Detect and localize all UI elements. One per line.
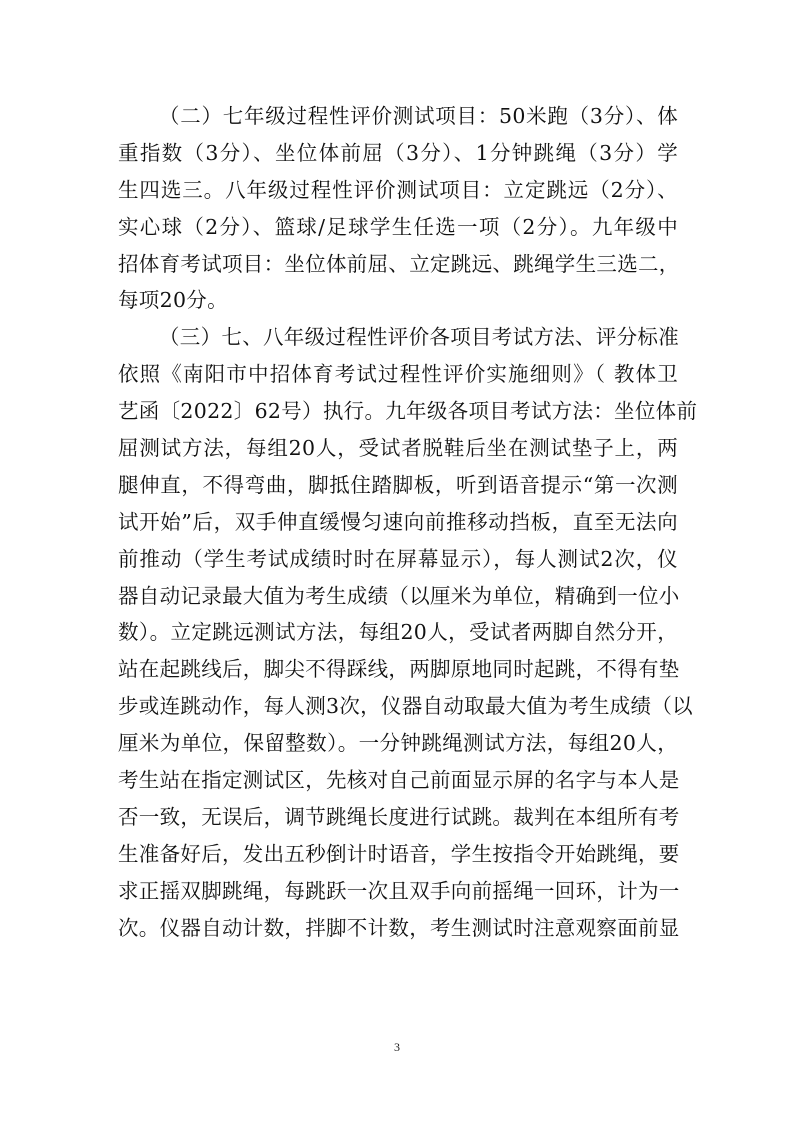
text-line: 数）。立定跳远测试方法，每组20人，受试者两脚自然分开，: [118, 620, 678, 645]
text-line: 生准备好后，发出五秒倒计时语音，学生按指令开始跳绳，要: [118, 841, 680, 866]
text-line: 生四选三。八年级过程性评价测试项目：立定跳远（2分）、: [118, 177, 678, 202]
text-line: 试开始”后，双手伸直缓慢匀速向前推移动挡板，直至无法向: [118, 509, 678, 534]
text-line: 器自动记录最大值为考生成绩（以厘米为单位，精确到一位小: [118, 583, 680, 608]
text-line: 实心球（2分）、篮球/足球学生任选一项（2分）。九年级中: [118, 214, 678, 239]
text-line: 艺函〔2022〕62号）执行。九年级各项目考试方法：坐位体前: [118, 399, 698, 424]
text-line: 求正摇双脚跳绳，每跳跃一次且双手向前摇绳一回环，计为一: [118, 878, 680, 903]
text-line: 次。仪器自动计数，拌脚不计数，考生测试时注意观察面前显: [118, 915, 680, 940]
page-number: 3: [394, 1040, 400, 1054]
paragraph-grade-items: [118, 98, 678, 319]
text-line: 前推动（学生考试成绩时时在屏幕显示），每人测试2次，仪: [118, 546, 678, 571]
document-body: [118, 98, 698, 946]
text-line: 考生站在指定测试区，先核对自己前面显示屏的名字与本人是: [118, 768, 680, 793]
text-line: 依照《南阳市中招体育考试过程性评价实施细则》（ 教体卫: [118, 362, 678, 387]
text-line: 腿伸直，不得弯曲，脚抵住踏脚板，听到语音提示“第一次测: [118, 472, 678, 497]
paragraph-test-methods: [118, 319, 698, 946]
text-line: （二）七年级过程性评价测试项目：50米跑（3分）、体: [159, 104, 678, 128]
text-line: 每项20分。: [118, 288, 228, 313]
text-line: 重指数（3分）、坐位体前屈（3分）、1分钟跳绳（3分）学: [118, 140, 678, 165]
text-line: 站在起跳线后，脚尖不得踩线，两脚原地同时起跳，不得有垫: [118, 657, 680, 682]
text-line: 否一致，无误后，调节跳绳长度进行试跳。裁判在本组所有考: [118, 804, 680, 829]
text-line: 步或连跳动作，每人测3次，仪器自动取最大值为考生成绩（以: [118, 694, 693, 719]
text-line: （三）七、八年级过程性评价各项目考试方法、评分标准: [159, 325, 679, 350]
text-line: 招体育考试项目：坐位体前屈、立定跳远、跳绳学生三选二，: [118, 251, 680, 276]
text-line: 屈测试方法，每组20人，受试者脱鞋后坐在测试垫子上，两: [118, 436, 678, 461]
text-line: 厘米为单位，保留整数）。一分钟跳绳测试方法，每组20人，: [118, 731, 678, 756]
